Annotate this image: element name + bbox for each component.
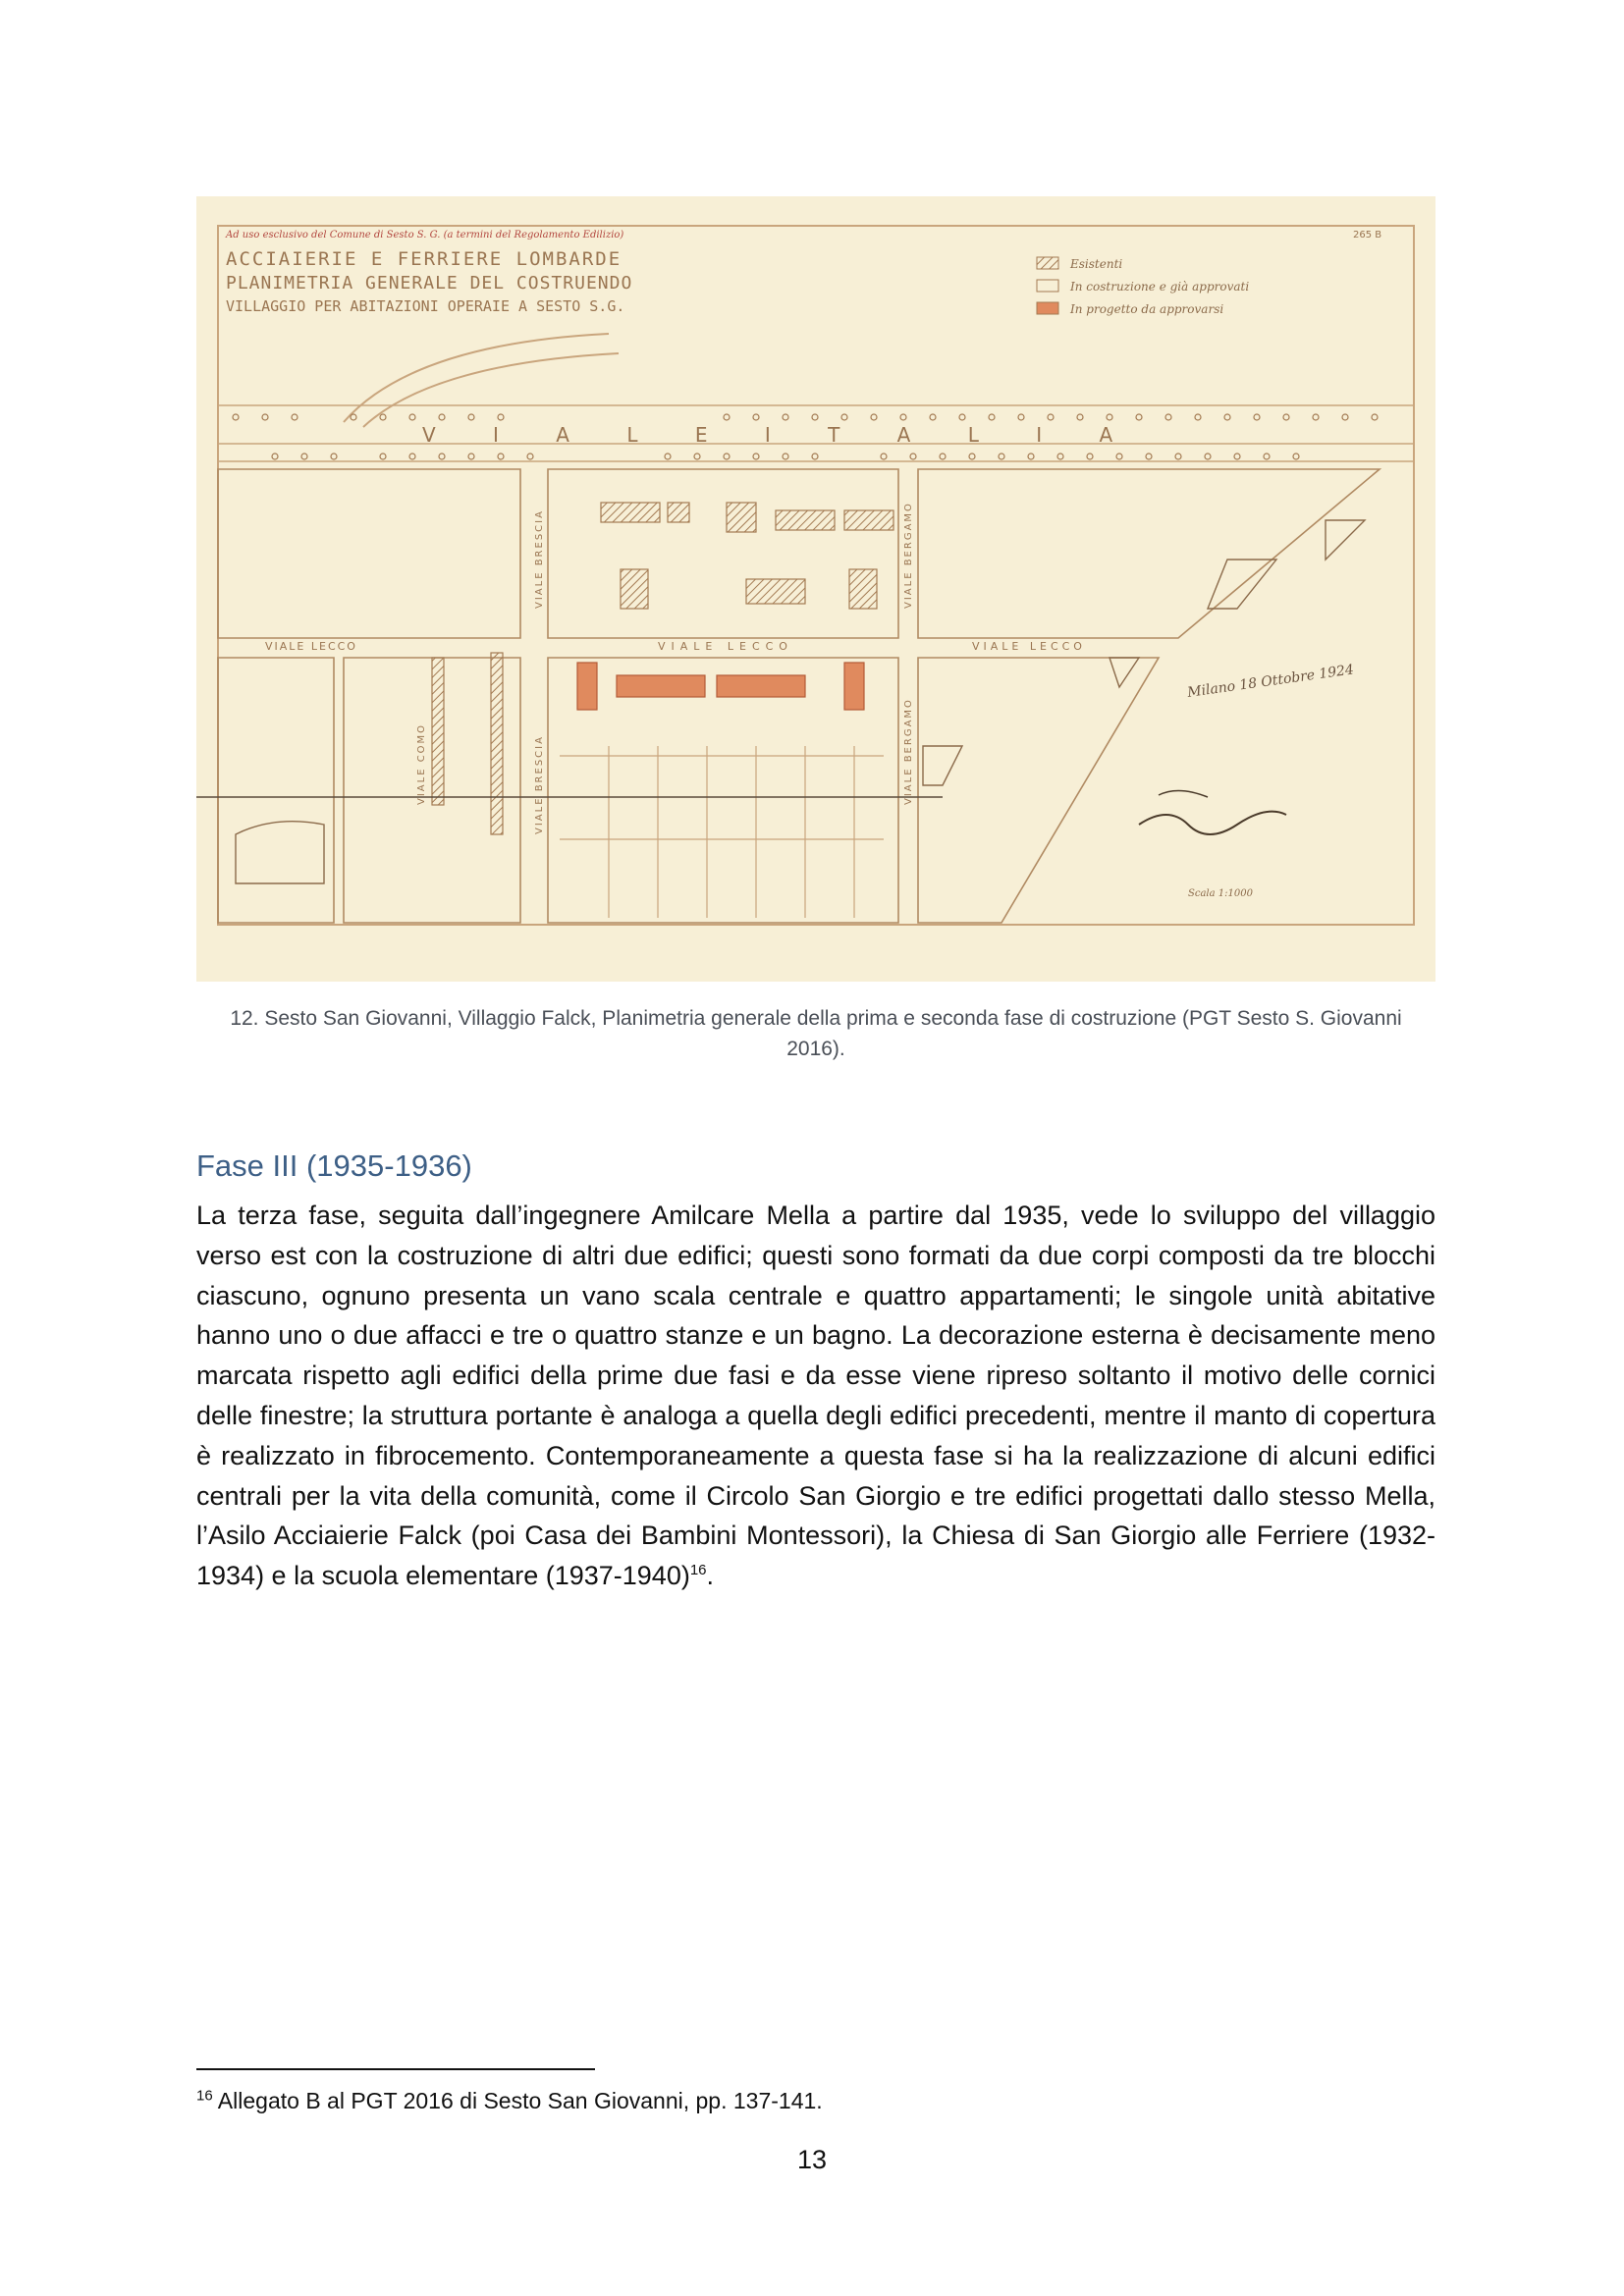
street-label-lecco-mid: VIALE LECCO xyxy=(658,640,793,653)
legend-label-approved: In costruzione e già approvati xyxy=(1070,280,1250,294)
street-label-lecco-left: VIALE LECCO xyxy=(265,640,357,653)
street-label-como: VIALE COMO xyxy=(416,722,427,805)
footnote-text: Allegato B al PGT 2016 di Sesto San Giovanni, pp. 137-141. xyxy=(212,2088,823,2113)
footnote xyxy=(196,2085,823,2116)
legend-swatch-existing xyxy=(1037,257,1058,269)
plan-header-company: ACCIAIERIE E FERRIERE LOMBARDE xyxy=(226,248,623,270)
legend-label-project: In progetto da approvarsi xyxy=(1070,302,1224,316)
plan-header-title: PLANIMETRIA GENERALE DEL COSTRUENDO xyxy=(226,273,633,294)
body-paragraph xyxy=(196,1196,1435,1596)
plan-header-note: Ad uso esclusivo del Comune di Sesto S. G. (a termini del Regolamento Edilizio) xyxy=(226,230,624,240)
street-label-brescia-bottom: VIALE BRESCIA xyxy=(534,735,545,834)
garden-plots xyxy=(560,746,884,918)
plan-frame xyxy=(218,226,1414,925)
site-plan-drawing xyxy=(196,196,1435,982)
body-paragraph-text: La terza fase, seguita dall’ingegnere Amilcare Mella a partire dal 1935, vede lo sviluppo del villaggio verso est con la costruzione di altri due edifici; questi sono formati da due corpi composti da tre blocchi ciascuno, ognuno presenta un vano scala centrale e quattro appartamenti; le singole unità abitative hanno uno o due affacci e tre o quattro stanze e un bagno. La decorazione esterna è decisamente meno marcata rispetto agli edifici della prime due fasi e da esse viene ripreso soltanto il motivo delle cornici delle finestre; la struttura portante è analoga a quella degli edifici precedenti, mentre il manto di copertura è realizzato in fibrocemento. Contemporaneamente a questa fase si ha la realizzazione di alcuni edifici centrali per la vita della comunità, come il Circolo San Giorgio e tre edifici progettati dallo stesso Mella, l’Asilo Acciaierie Falck (poi Casa dei Bambini Montessori), la Chiesa di San Giorgio alle Ferriere (1932-1934) e la scuola elementare (1937-1940) xyxy=(196,1201,1435,1591)
footnote-number: 16 xyxy=(196,2087,213,2105)
plan-legend xyxy=(1037,257,1249,316)
figure-caption: 12. Sesto San Giovanni, Villaggio Falck, Planimetria generale della prima e seconda fase di costruzione (PGT Sesto S. Giovanni 2016). xyxy=(230,1007,1402,1060)
signature-mark xyxy=(1139,812,1286,834)
street-label-lecco-right: VIALE LECCO xyxy=(972,640,1086,653)
section-title: Fase III (1935-1936) xyxy=(196,1148,472,1183)
plan-header-subtitle: VILLAGGIO PER ABITAZIONI OPERAIE A SESTO S.G. xyxy=(226,297,625,315)
legend-swatch-project xyxy=(1037,302,1058,314)
scale-note: Scala 1:1000 xyxy=(1188,888,1253,899)
street-label-viale-italia: V I A L E I T A L I A xyxy=(422,423,1139,447)
footnote-separator xyxy=(196,2068,595,2070)
plan-date-note: Milano 18 Ottobre 1924 xyxy=(1186,662,1355,701)
legend-label-existing: Esistenti xyxy=(1070,257,1123,271)
page-number: 13 xyxy=(796,2145,828,2174)
buildings-project xyxy=(577,663,864,710)
street-label-bergamo-bottom: VIALE BERGAMO xyxy=(903,698,914,805)
site-plan-figure xyxy=(196,196,1435,982)
sheet-code: 265 B xyxy=(1353,230,1382,240)
legend-swatch-approved xyxy=(1037,280,1058,292)
buildings-existing xyxy=(432,503,893,834)
garden-areas xyxy=(236,520,1365,883)
street-label-brescia-top: VIALE BRESCIA xyxy=(534,509,545,609)
footnote-reference[interactable]: 16 xyxy=(689,1562,707,1579)
body-paragraph-end: . xyxy=(706,1561,715,1591)
street-label-bergamo-top: VIALE BERGAMO xyxy=(903,502,914,609)
